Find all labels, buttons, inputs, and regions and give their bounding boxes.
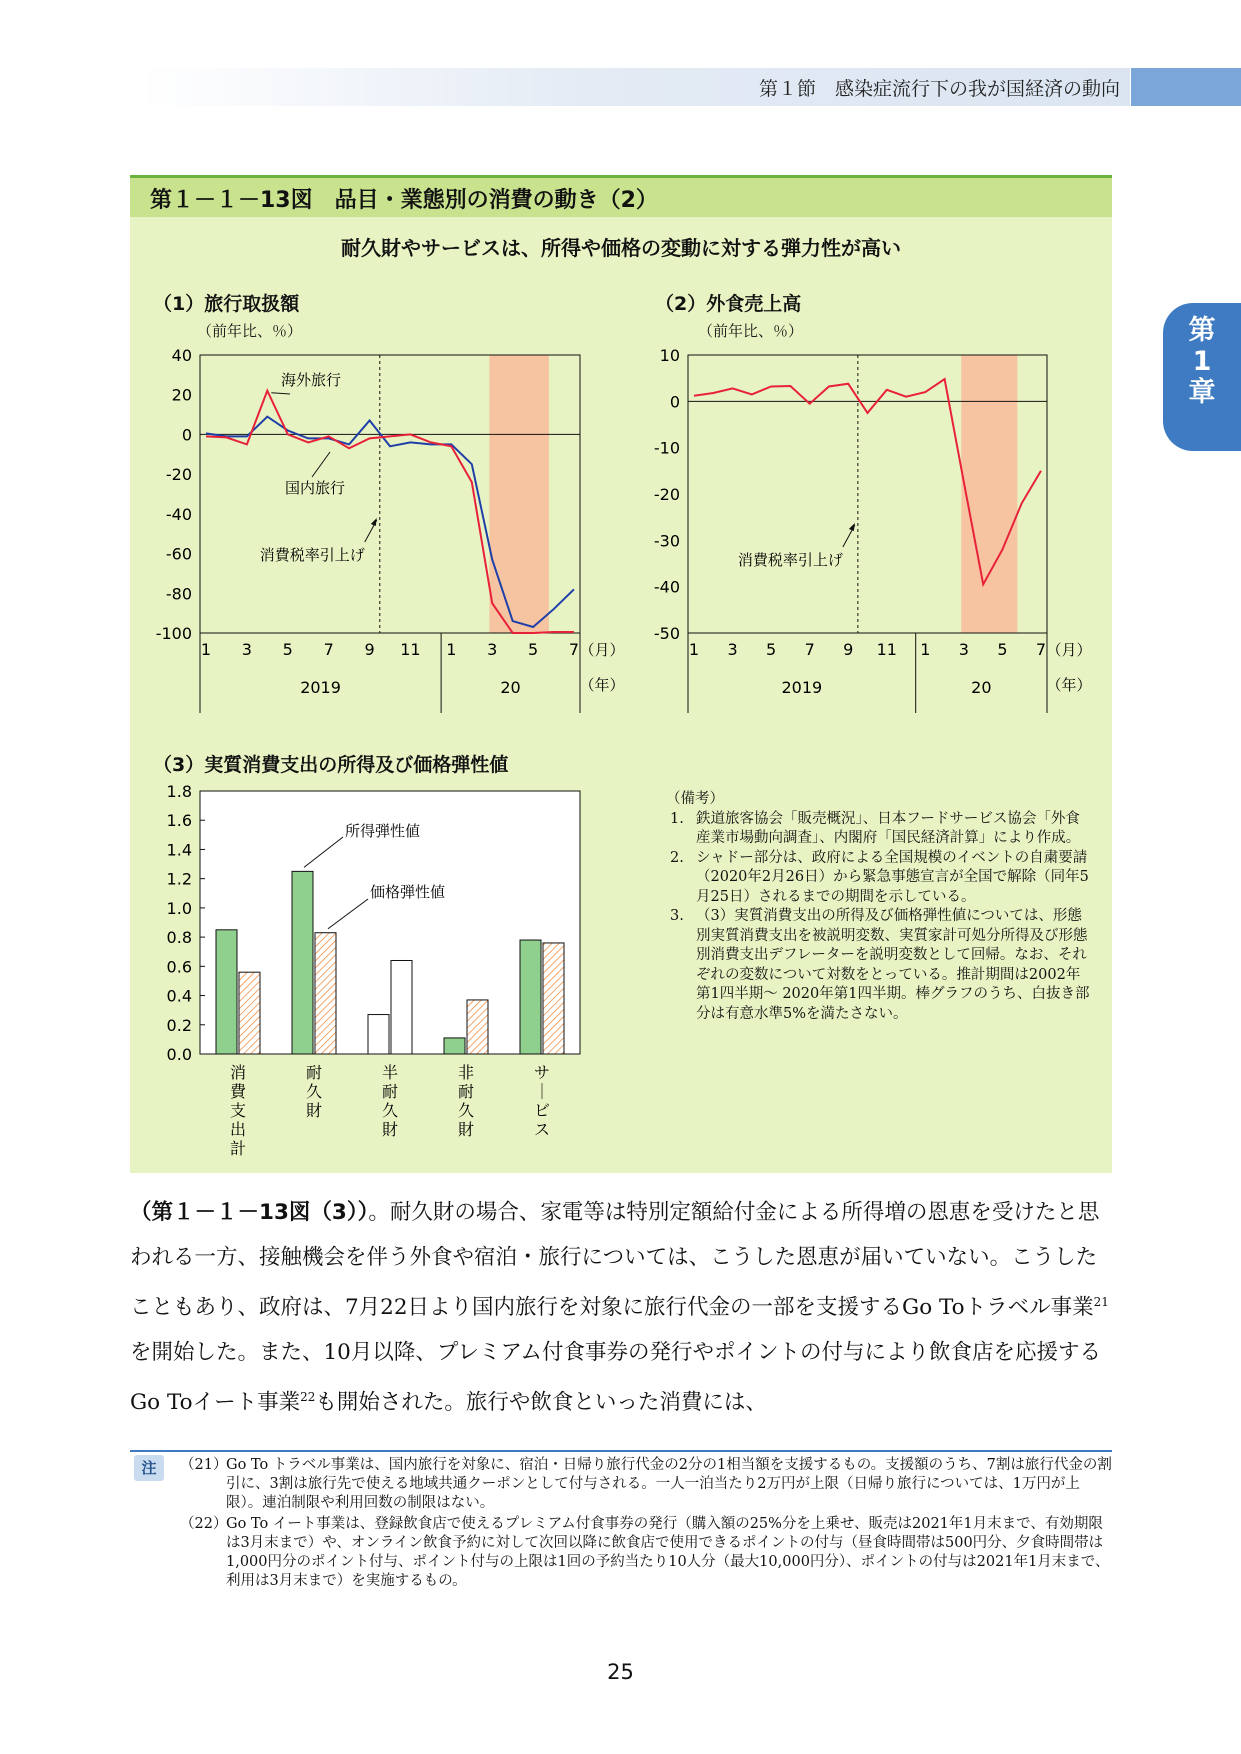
y-tick-label: 0.2 bbox=[166, 1015, 192, 1035]
footnote-ref-22: 22 bbox=[300, 1390, 316, 1405]
chart2-unit: （前年比、％） bbox=[698, 322, 804, 340]
chapter-tab-line3: 章 bbox=[1188, 377, 1216, 408]
bar-income bbox=[520, 940, 541, 1054]
category-label-char: 財 bbox=[305, 1101, 323, 1120]
y-tick-label: 0.0 bbox=[166, 1045, 192, 1064]
category-label-char: 財 bbox=[457, 1120, 475, 1139]
figure-note-num: 3. bbox=[670, 908, 684, 924]
category-label bbox=[306, 1063, 322, 1120]
category-label-char: 久 bbox=[381, 1101, 399, 1120]
x-tick-label: 3 bbox=[487, 640, 498, 659]
annotation-arrowhead bbox=[371, 518, 377, 526]
category-label-char: 計 bbox=[229, 1139, 247, 1158]
footnotes bbox=[180, 1456, 1112, 1593]
y-tick-label: -10 bbox=[653, 438, 680, 458]
y-tick-label: -40 bbox=[165, 504, 192, 524]
x-tick-label: 1 bbox=[920, 640, 931, 659]
x-tick-label: 1 bbox=[200, 640, 212, 659]
legend-label-income: 所得弾性値 bbox=[345, 822, 421, 840]
category-label-char: 耐 bbox=[305, 1063, 323, 1082]
y-tick-label: -60 bbox=[165, 544, 192, 564]
year-label: 20 bbox=[500, 678, 521, 697]
year-label: 2019 bbox=[781, 678, 823, 697]
figure-subtitle: 耐久財やサービスは、所得や価格の変動に対する弾力性が高い bbox=[341, 236, 901, 260]
bar-price bbox=[239, 972, 260, 1054]
category-label-char: ビ bbox=[533, 1101, 551, 1120]
footnote-item bbox=[180, 1515, 1112, 1591]
y-tick-label: -100 bbox=[155, 624, 192, 643]
y-tick-label: 1.0 bbox=[166, 898, 192, 918]
category-label bbox=[534, 1063, 550, 1139]
x-tick-label: 1 bbox=[688, 640, 700, 659]
bar-price bbox=[315, 933, 336, 1054]
bar-income bbox=[444, 1038, 465, 1054]
y-tick-label: -80 bbox=[165, 584, 192, 604]
y-tick-label: 40 bbox=[171, 346, 192, 365]
figure-note bbox=[666, 849, 1092, 908]
figure-note bbox=[666, 810, 1092, 849]
annotation-arrowhead bbox=[849, 523, 855, 531]
bar-price bbox=[391, 960, 412, 1054]
body-text-3: も開始された。旅行や飲食といった消費には、 bbox=[315, 1390, 767, 1416]
y-tick-label: 0 bbox=[669, 392, 680, 412]
y-tick-label: 0.8 bbox=[166, 928, 192, 948]
x-tick-label: 7 bbox=[804, 640, 815, 659]
chart3-title: （3）実質消費支出の所得及び価格弾性値 bbox=[153, 754, 509, 776]
footnote-divider bbox=[130, 1450, 1112, 1452]
category-label-char: ｜ bbox=[533, 1082, 551, 1101]
footnote-text: Go To イート事業は、登録飲食店で使えるプレミアム付食事券の発行（購入額の25%分を上乗せ、販売は2021年1月末まで、有効期限は3月末まで）や、オンライン飲食予約に対して次回以降に飲食店で使用できるポイントの付与（昼食時間帯は500円分、夕食時間帯は1,000円分のポイント付与、ポイント付与の上限は1回の予約当たり10人分（最大10,000円分）、ポイントの付与は2021年1月末まで、利用は3月末まで）を実施するもの。 bbox=[226, 1516, 1110, 1589]
shade-period bbox=[961, 355, 1017, 633]
y-tick-label: -40 bbox=[653, 577, 680, 597]
x-tick-label: 5 bbox=[766, 640, 777, 659]
category-label-char: 半 bbox=[381, 1063, 399, 1082]
legend-label-price: 価格弾性値 bbox=[370, 883, 446, 901]
legend-arrow bbox=[271, 393, 290, 394]
bar-income bbox=[368, 1015, 389, 1054]
bar-price bbox=[467, 1000, 488, 1054]
x-tick-label: 1 bbox=[446, 640, 457, 659]
annotation-label: 消費税率引上げ bbox=[259, 546, 365, 564]
category-label-char: 出 bbox=[229, 1120, 247, 1139]
y-tick-label: -20 bbox=[165, 465, 192, 485]
category-label-char: 耐 bbox=[381, 1082, 399, 1101]
body-paragraph bbox=[130, 1190, 1110, 1425]
y-tick-label: 0 bbox=[181, 425, 192, 445]
y-tick-label: -30 bbox=[653, 531, 680, 551]
chapter-tab-line1: 第 bbox=[1188, 315, 1216, 346]
chart1-unit: （前年比、％） bbox=[197, 322, 303, 340]
figure-reference: （第１－１－13図（3）） bbox=[130, 1200, 369, 1225]
x-tick-label: 9 bbox=[843, 640, 854, 659]
category-label-char: 支 bbox=[229, 1101, 247, 1120]
footnote-text: Go To トラベル事業は、国内旅行を対象に、宿泊・日帰り旅行代金の2分の1相当額を支援するもの。支援額のうち、7割は旅行代金の割引に、3割は旅行先で使える地域共通クーポンとして付与される。一人一泊当たり2万円が上限（日帰り旅行については、1万円が上限）。連泊制限や利用回数の制限はない。 bbox=[226, 1457, 1112, 1511]
x-unit-label: （月） bbox=[1046, 641, 1092, 659]
year-unit-label: （年） bbox=[1046, 676, 1092, 694]
figure-title: 第１－１－13図 品目・業態別の消費の動き（2） bbox=[150, 188, 658, 213]
footnote-tag: 注 bbox=[134, 1455, 164, 1481]
category-label-char: 財 bbox=[381, 1120, 399, 1139]
x-tick-label: 3 bbox=[727, 640, 738, 659]
header-accent bbox=[1131, 68, 1241, 106]
body-text bbox=[130, 1190, 1110, 1425]
y-tick-label: 1.4 bbox=[166, 840, 192, 860]
figure-note-text: （3）実質消費支出の所得及び価格弾性値については、形態別実質消費支出を被説明変数、実質家計可処分所得及び形態別消費支出デフレーターを説明変数として回帰。なお、それぞれの変数について対数をとっている。推計期間は2002年第1四半期〜 2020年第1四半期。棒グラフのうち、白抜き部分は有意水準5%を満たさない。 bbox=[696, 908, 1090, 1022]
figure-note-num: 1. bbox=[670, 810, 684, 827]
body-text-1: 。耐久財の場合、家電等は特別定額給付金による所得増の恩恵を受けたと思われる一方、接触機会を伴う外食や宿泊・旅行については、こうした恩恵が届いていない。こうしたこともあり、政府は、7月22日より国内旅行を対象に旅行代金の一部を支援するGo Toトラベル事業 bbox=[130, 1200, 1100, 1321]
category-label bbox=[458, 1063, 474, 1139]
x-tick-label: 5 bbox=[282, 640, 293, 659]
chart2-title: （2）外食売上高 bbox=[655, 293, 802, 315]
y-tick-label: -50 bbox=[653, 624, 680, 643]
y-tick-label: 1.6 bbox=[166, 811, 192, 831]
y-tick-label: 20 bbox=[171, 385, 192, 405]
chapter-tab-line2: 1 bbox=[1192, 346, 1212, 377]
shade-period bbox=[489, 355, 549, 633]
chart-elasticity bbox=[140, 775, 610, 1165]
year-label: 2019 bbox=[300, 678, 341, 697]
legend-arrow bbox=[312, 452, 330, 477]
category-label-char: 費 bbox=[229, 1082, 247, 1101]
x-tick-label: 7 bbox=[568, 640, 580, 659]
figure-note-text: シャドー部分は、政府による全国規模のイベントの自粛要請（2020年2月26日）から緊急事態宣言が全国で解除（同年5月25日）されるまでの期間を示している。 bbox=[696, 849, 1089, 905]
figure-notes bbox=[666, 790, 1092, 1024]
section-title: 第１節 感染症流行下の我が国経済の動向 bbox=[758, 78, 1120, 100]
chapter-tab bbox=[1163, 303, 1241, 451]
bar-income bbox=[216, 930, 237, 1054]
footnote-num: （21） bbox=[180, 1457, 228, 1473]
category-label-char: 消 bbox=[229, 1063, 247, 1082]
footnote-ref-21: 21 bbox=[1093, 1295, 1109, 1309]
y-tick-label: 0.4 bbox=[166, 986, 192, 1006]
x-tick-label: 3 bbox=[958, 640, 969, 659]
category-label-char: 久 bbox=[457, 1101, 475, 1120]
x-tick-label: 9 bbox=[364, 640, 375, 659]
x-tick-label: 11 bbox=[876, 640, 897, 659]
figure-note bbox=[666, 907, 1092, 1024]
x-tick-label: 11 bbox=[400, 640, 421, 659]
footnote-num: （22） bbox=[180, 1516, 228, 1532]
chart-travel bbox=[140, 340, 625, 720]
x-tick-label: 7 bbox=[1035, 640, 1047, 659]
figure-note-num: 2. bbox=[670, 849, 684, 866]
chart-dining bbox=[640, 340, 1110, 720]
category-label-char: ス bbox=[533, 1120, 551, 1139]
y-tick-label: 10 bbox=[659, 346, 680, 365]
category-label-char: 耐 bbox=[457, 1082, 475, 1101]
bar-income bbox=[292, 871, 313, 1054]
page-number: 25 bbox=[607, 1660, 634, 1684]
y-tick-label: 1.2 bbox=[166, 869, 192, 889]
x-tick-label: 3 bbox=[241, 640, 252, 659]
x-unit-label: （月） bbox=[579, 641, 625, 659]
category-label bbox=[382, 1063, 398, 1139]
legend-label-domestic: 国内旅行 bbox=[285, 479, 346, 497]
category-label-char: サ bbox=[533, 1063, 551, 1082]
category-label bbox=[230, 1063, 247, 1158]
y-tick-label: -20 bbox=[653, 485, 680, 504]
bar-price bbox=[543, 943, 564, 1054]
body-text-2: を開始した。また、10月以降、プレミアム付食事券の発行やポイントの付与により飲食店を応援するGo Toイート事業 bbox=[130, 1340, 1101, 1416]
chart1-title: （1）旅行取扱額 bbox=[153, 293, 300, 315]
year-label: 20 bbox=[971, 678, 992, 697]
year-unit-label: （年） bbox=[579, 676, 625, 694]
category-label-char: 非 bbox=[457, 1063, 475, 1082]
footnote-item bbox=[180, 1456, 1112, 1513]
category-label-char: 久 bbox=[305, 1082, 323, 1101]
y-tick-label: 0.6 bbox=[166, 957, 192, 977]
figure-notes-heading: （備考） bbox=[666, 791, 724, 807]
annotation-label: 消費税率引上げ bbox=[737, 551, 843, 569]
x-tick-label: 7 bbox=[323, 640, 334, 659]
x-tick-label: 5 bbox=[997, 640, 1008, 659]
x-tick-label: 5 bbox=[528, 640, 539, 659]
figure-note-text: 鉄道旅客協会「販売概況」、日本フードサービス協会「外食産業市場動向調査」、内閣府「国民経済計算」により作成。 bbox=[696, 810, 1081, 846]
y-tick-label: 1.8 bbox=[166, 782, 192, 801]
legend-label-overseas: 海外旅行 bbox=[281, 371, 342, 389]
